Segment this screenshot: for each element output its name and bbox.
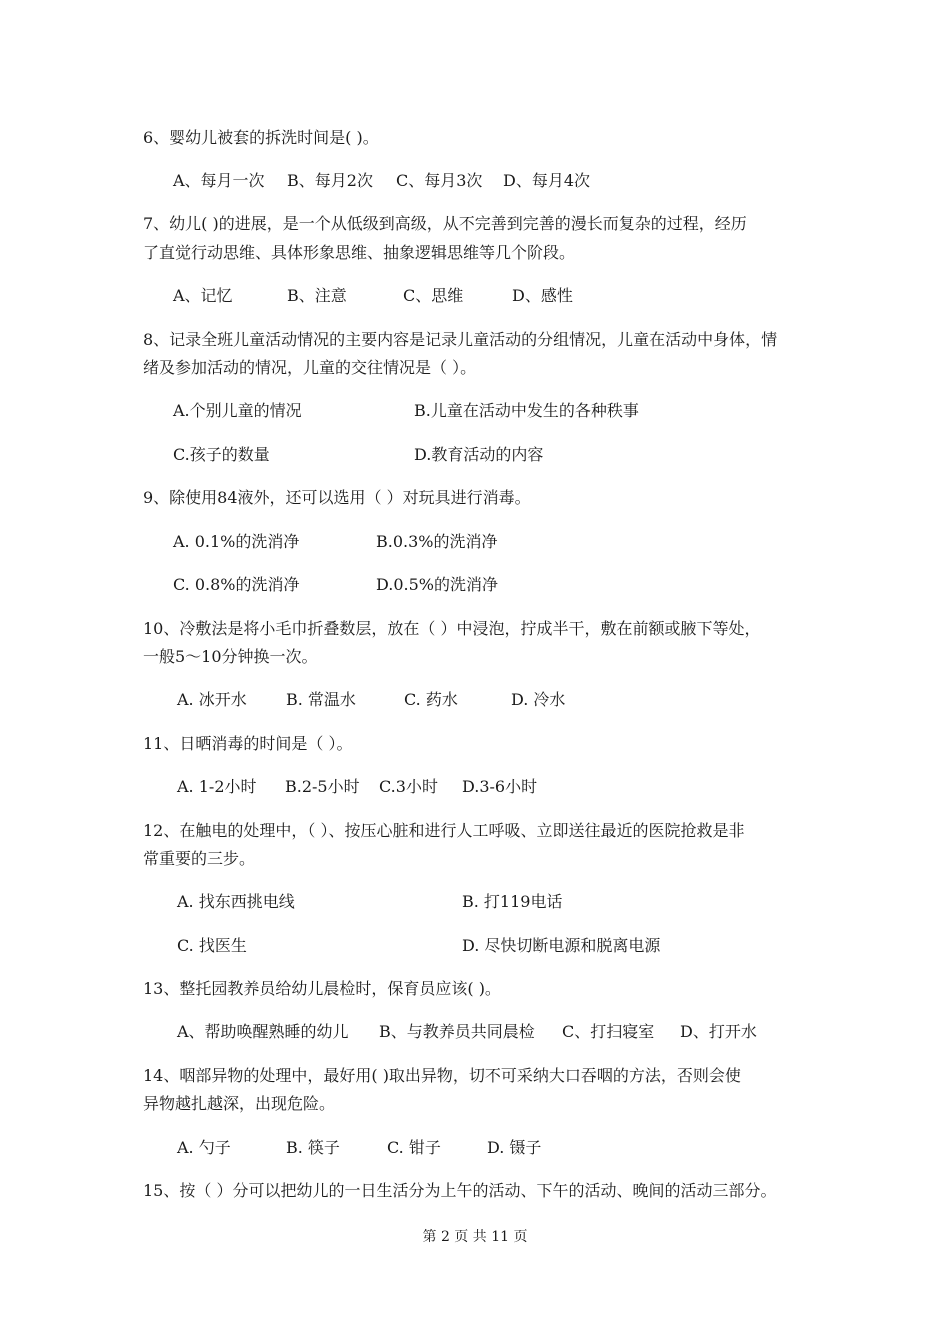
question-12-option-b: B. 打119电话 bbox=[462, 892, 563, 911]
question-6-option-d: D、每月4次 bbox=[503, 171, 591, 190]
question-9-option-d: D.0.5%的洗消净 bbox=[376, 575, 498, 594]
question-9-option-c: C. 0.8%的洗消净 bbox=[173, 575, 300, 594]
question-6-option-a: A、每月一次 bbox=[173, 171, 265, 190]
question-7-option-b: B、注意 bbox=[287, 286, 347, 305]
question-14-option-d: D. 镊子 bbox=[487, 1138, 542, 1157]
question-13-option-d: D、打开水 bbox=[680, 1022, 757, 1041]
question-10-text-line-2: 一般5～10分钟换一次。 bbox=[143, 647, 318, 666]
question-8-option-d: D.教育活动的内容 bbox=[414, 445, 544, 464]
question-7-option-d: D、感性 bbox=[512, 286, 573, 305]
question-10-option-a: A. 冰开水 bbox=[177, 690, 247, 709]
question-7-option-a: A、记忆 bbox=[173, 286, 233, 305]
question-8-text-line-2: 绪及参加活动的情况，儿童的交往情况是（ ）。 bbox=[143, 358, 477, 377]
question-15-text: 15、按（ ）分可以把幼儿的一日生活分为上午的活动、下午的活动、晚间的活动三部分。 bbox=[143, 1181, 777, 1200]
question-8-option-a: A.个别儿童的情况 bbox=[173, 401, 302, 420]
question-14-option-a: A. 勺子 bbox=[177, 1138, 231, 1157]
question-10-text-line-1: 10、冷敷法是将小毛巾折叠数层，放在（ ）中浸泡，拧成半干，敷在前额或腋下等处， bbox=[143, 619, 761, 638]
question-8-option-b: B.儿童在活动中发生的各种秩事 bbox=[414, 401, 639, 420]
question-9-option-b: B.0.3%的洗消净 bbox=[376, 532, 498, 551]
question-13-option-b: B、与教养员共同晨检 bbox=[379, 1022, 535, 1041]
question-9-option-a: A. 0.1%的洗消净 bbox=[173, 532, 300, 551]
question-14-text-line-1: 14、咽部异物的处理中，最好用( )取出异物，切不可采纳大口吞咽的方法，否则会使 bbox=[143, 1066, 741, 1085]
question-12-option-d: D. 尽快切断电源和脱离电源 bbox=[462, 936, 661, 955]
question-7-option-c: C、思维 bbox=[403, 286, 464, 305]
question-11-option-b: B.2-5小时 bbox=[285, 777, 360, 796]
question-11-text: 11、日晒消毒的时间是（ ）。 bbox=[143, 734, 353, 753]
question-8-option-c: C.孩子的数量 bbox=[173, 445, 270, 464]
question-12-text-line-2: 常重要的三步。 bbox=[143, 849, 256, 868]
question-6-option-c: C、每月3次 bbox=[396, 171, 483, 190]
question-6-option-b: B、每月2次 bbox=[287, 171, 373, 190]
question-10-option-b: B. 常温水 bbox=[286, 690, 356, 709]
question-13-option-a: A、帮助唤醒熟睡的幼儿 bbox=[177, 1022, 349, 1041]
question-13-text: 13、整托园教养员给幼儿晨检时，保育员应该( )。 bbox=[143, 979, 501, 998]
question-9-text: 9、除使用84液外，还可以选用（ ）对玩具进行消毒。 bbox=[143, 488, 531, 507]
question-8-text-line-1: 8、记录全班儿童活动情况的主要内容是记录儿童活动的分组情况，儿童在活动中身体，情 bbox=[143, 330, 778, 349]
question-11-option-c: C.3小时 bbox=[379, 777, 438, 796]
question-12-text-line-1: 12、在触电的处理中，（ ）、按压心脏和进行人工呼吸、立即送往最近的医院抢救是非 bbox=[143, 821, 745, 840]
question-12-option-a: A. 找东西挑电线 bbox=[177, 892, 295, 911]
question-10-option-c: C. 药水 bbox=[404, 690, 458, 709]
question-11-option-a: A. 1-2小时 bbox=[177, 777, 257, 796]
question-7-text-line-1: 7、幼儿( )的进展，是一个从低级到高级，从不完善到完善的漫长而复杂的过程，经历 bbox=[143, 214, 747, 233]
question-13-option-c: C、打扫寝室 bbox=[562, 1022, 655, 1041]
question-10-option-d: D. 冷水 bbox=[511, 690, 566, 709]
question-11-option-d: D.3-6小时 bbox=[462, 777, 538, 796]
question-14-option-c: C. 钳子 bbox=[387, 1138, 441, 1157]
question-7-text-line-2: 了直觉行动思维、具体形象思维、抽象逻辑思维等几个阶段。 bbox=[143, 243, 576, 262]
page-number-footer: 第 2 页 共 11 页 bbox=[422, 1229, 528, 1245]
question-12-option-c: C. 找医生 bbox=[177, 936, 247, 955]
question-14-option-b: B. 筷子 bbox=[286, 1138, 340, 1157]
question-14-text-line-2: 异物越扎越深，出现危险。 bbox=[143, 1094, 336, 1113]
question-6-text: 6、婴幼儿被套的拆洗时间是( )。 bbox=[143, 128, 379, 147]
